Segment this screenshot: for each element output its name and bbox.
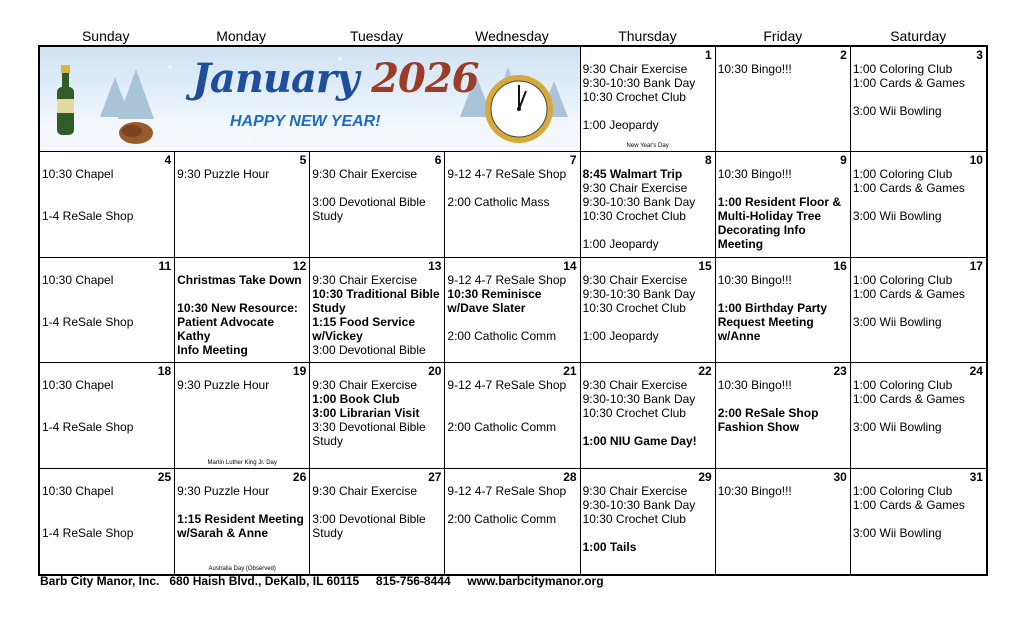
day-cell (310, 469, 445, 574)
event: Christmas Take Down (177, 272, 302, 287)
event (853, 406, 984, 420)
event: 3:00 Wii Bowling (852, 104, 942, 118)
event: 10:30 Bingo!!! (717, 167, 792, 182)
day-cell (851, 152, 986, 257)
event: 2:00 Catholic Comm (447, 420, 557, 435)
day-number: 12 (292, 258, 307, 273)
event (583, 223, 713, 237)
weekday-sunday: Sunday (81, 28, 130, 44)
day-number: 26 (292, 469, 307, 484)
month-name: January (192, 55, 359, 102)
day-cell (851, 363, 986, 468)
event: 2:00 Catholic Comm (447, 328, 557, 343)
event: 1-4 ReSale Shop (42, 209, 134, 224)
day-number: 6 (434, 153, 442, 168)
event: 1:00 Jeopardy (582, 237, 659, 252)
day-number: 20 (428, 364, 442, 379)
event: 9:30 Puzzle Hour (177, 167, 270, 182)
day-cell (581, 152, 716, 257)
event (42, 287, 172, 301)
day-number: 14 (563, 258, 577, 273)
holiday-label: New Year's Day (626, 143, 669, 150)
event: 1:15 Resident Meeting w/Sarah & Anne (177, 511, 308, 540)
day-number: 18 (157, 364, 172, 379)
event: 1:00 Birthday Party Request Meeting w/Anne (717, 300, 831, 343)
event: 9:30 Chair Exercise (312, 483, 417, 498)
day-cell (716, 152, 851, 257)
event (42, 195, 172, 209)
weekday-saturday: Saturday (890, 28, 947, 44)
weekday-header (38, 28, 986, 46)
event: 1:00 Coloring Club (852, 62, 953, 76)
event: 9:30 Chair Exercise (582, 272, 688, 287)
day-cell (445, 469, 580, 574)
weekday-wednesday: Wednesday (475, 28, 549, 44)
event: 10:30 Chapel (42, 167, 114, 182)
event (853, 301, 984, 315)
event (583, 420, 713, 434)
event: 1:00 Cards & Games (852, 181, 965, 196)
event (312, 498, 442, 512)
day-number: 1 (705, 48, 712, 62)
day-number: 15 (698, 258, 712, 273)
day-cell (310, 258, 445, 363)
event (853, 512, 984, 526)
day-number: 4 (164, 153, 172, 168)
calendar-grid (38, 45, 988, 576)
event: 1-4 ReSale Shop (42, 314, 134, 329)
day-number: 9 (840, 153, 847, 168)
event: 3:00 Devotional Bible Study (312, 511, 430, 540)
event: 1:00 Cards & Games (852, 497, 965, 512)
event: 1:00 Coloring Club (852, 378, 953, 393)
event (312, 181, 442, 195)
day-cell (445, 152, 580, 257)
event: 9:30-10:30 Bank Day (582, 195, 696, 210)
event: 3:00 Librarian Visit (312, 406, 420, 421)
event: 1:00 Cards & Games (852, 392, 965, 407)
event (177, 287, 307, 301)
event: 3:00 Devotional Bible (312, 342, 426, 357)
day-number: 11 (158, 258, 172, 273)
event (583, 315, 713, 329)
event (447, 181, 577, 195)
event: 1-4 ReSale Shop (42, 420, 134, 435)
event: 3:00 Devotional Bible Study (312, 195, 430, 224)
event (718, 181, 848, 195)
day-cell (851, 469, 986, 574)
day-cell (716, 363, 851, 468)
event: 9:30 Chair Exercise (582, 378, 688, 393)
event (853, 90, 984, 104)
event (447, 392, 577, 406)
day-number: 22 (698, 364, 712, 379)
event (447, 406, 577, 420)
event: 10:30 Crochet Club (582, 511, 686, 526)
event: 2:00 Catholic Comm (447, 511, 557, 526)
event: 9:30 Chair Exercise (582, 483, 688, 498)
event: 9:30 Chair Exercise (582, 181, 688, 196)
day-cell (445, 258, 580, 363)
day-cell (40, 363, 175, 468)
day-cell (310, 363, 445, 468)
event: 1:15 Food Service w/Vickey (312, 314, 419, 343)
event: 3:00 Wii Bowling (852, 314, 942, 329)
event: 2:00 Catholic Mass (447, 195, 550, 210)
event: 1:00 Book Club (312, 392, 400, 407)
event: 10:30 Crochet Club (582, 406, 686, 421)
event (718, 392, 848, 406)
event: 10:30 New Resource: Patient Advocate Kathy (177, 300, 302, 343)
event: 10:30 Reminisce w/Dave Slater (447, 286, 545, 315)
event: 1:00 Coloring Club (852, 483, 953, 498)
day-cell (40, 469, 175, 574)
day-cell (40, 152, 175, 257)
event: 9-12 4-7 ReSale Shop (447, 167, 567, 182)
day-number: 29 (698, 469, 712, 484)
event (42, 406, 172, 420)
day-number: 8 (705, 153, 712, 168)
event: 3:30 Devotional Bible Study (312, 420, 430, 449)
month-year: 2026 (371, 55, 479, 102)
clock-icon (485, 75, 553, 143)
event: 9:30-10:30 Bank Day (582, 286, 696, 301)
event: 9:30-10:30 Bank Day (582, 76, 696, 90)
day-number: 5 (299, 153, 307, 168)
event (718, 287, 848, 301)
event: 9-12 4-7 ReSale Shop (447, 483, 567, 498)
event: 10:30 Crochet Club (582, 300, 686, 315)
day-cell (851, 258, 986, 363)
event: 10:30 Chapel (42, 483, 114, 498)
month-title (192, 55, 479, 102)
banner-subtitle: HAPPY NEW YEAR! (230, 113, 381, 130)
event: 10:30 Bingo!!! (717, 62, 792, 76)
event: 9-12 4-7 ReSale Shop (447, 272, 567, 287)
champagne-bottle-icon (57, 65, 74, 135)
event (42, 498, 172, 512)
event: 1:00 Resident Floor & Multi-Holiday Tree Decorating Info Meeting (717, 195, 845, 252)
day-number: 30 (833, 469, 847, 484)
event: 1:00 NIU Game Day! (582, 434, 697, 449)
event: 1:00 Coloring Club (852, 167, 953, 182)
day-cell (175, 469, 310, 574)
event: 10:30 Traditional Bible Study (312, 286, 443, 315)
event: 8:45 Walmart Trip (582, 167, 683, 182)
event (42, 392, 172, 406)
event: 10:30 Bingo!!! (717, 378, 792, 393)
event: 3:00 Wii Bowling (852, 420, 942, 435)
event: 9:30 Chair Exercise (312, 167, 417, 182)
weekday-thursday: Thursday (618, 28, 677, 44)
day-cell (445, 363, 580, 468)
event: 9:30 Chair Exercise (312, 378, 417, 393)
event (42, 181, 172, 195)
event: 9:30 Puzzle Hour (177, 378, 270, 393)
day-number: 7 (569, 153, 577, 168)
event: 1:00 Coloring Club (852, 272, 953, 287)
event (447, 315, 577, 329)
event: 10:30 Bingo!!! (717, 272, 792, 287)
event: 9:30-10:30 Bank Day (582, 497, 696, 512)
pinecone-icon (119, 122, 153, 144)
day-cell (40, 258, 175, 363)
event: 1:00 Cards & Games (852, 76, 965, 90)
day-cell (310, 152, 445, 257)
day-number: 13 (428, 258, 442, 273)
event: 3:00 Wii Bowling (852, 209, 942, 224)
holiday-label: Martin Luther King Jr. Day (207, 459, 277, 466)
day-number: 3 (976, 48, 983, 62)
day-cell (716, 258, 851, 363)
footer-contact: Barb City Manor, Inc. 680 Haish Blvd., DeKalb, IL 60115 815-756-8444 www.barbcitymanor.org (40, 574, 604, 588)
day-cell (175, 363, 310, 468)
weekday-tuesday: Tuesday (349, 28, 404, 44)
event: 10:30 Crochet Club (582, 90, 686, 104)
day-number: 17 (969, 258, 983, 273)
day-cell (851, 47, 986, 152)
day-cell (581, 363, 716, 468)
event (42, 301, 172, 315)
event (583, 526, 713, 540)
event (583, 104, 713, 118)
event (177, 498, 307, 512)
event: 9-12 4-7 ReSale Shop (447, 378, 567, 393)
weekday-monday: Monday (216, 28, 267, 44)
event: 1:00 Jeopardy (582, 328, 659, 343)
event: 2:00 ReSale Shop Fashion Show (717, 406, 822, 435)
event (447, 498, 577, 512)
day-cell (716, 469, 851, 574)
event: 10:30 Bingo!!! (717, 483, 792, 498)
day-cell (716, 47, 851, 152)
event: 9:30-10:30 Bank Day (582, 392, 696, 407)
event: 1:00 Jeopardy (582, 118, 659, 132)
day-number: 23 (833, 364, 847, 379)
day-cell (581, 258, 716, 363)
day-number: 21 (563, 364, 577, 379)
event: 10:30 Chapel (42, 378, 114, 393)
event: 1:00 Cards & Games (852, 286, 965, 301)
event: 10:30 Chapel (42, 272, 114, 287)
weekday-friday: Friday (763, 28, 803, 44)
event: Info Meeting (177, 342, 248, 357)
day-cell (581, 469, 716, 574)
event (853, 195, 984, 209)
event: 9:30 Chair Exercise (312, 272, 417, 287)
day-number: 31 (969, 469, 983, 484)
event (42, 512, 172, 526)
day-number: 28 (563, 469, 577, 484)
day-number: 19 (292, 364, 307, 379)
day-number: 25 (157, 469, 172, 484)
day-number: 27 (428, 469, 442, 484)
day-number: 24 (969, 364, 983, 379)
day-cell (175, 152, 310, 257)
holiday-label: Australia Day (Observed) (208, 566, 276, 572)
event: 1-4 ReSale Shop (42, 525, 134, 540)
day-cell (175, 258, 310, 363)
event: 1:00 Tails (582, 539, 637, 554)
day-number: 2 (840, 48, 847, 62)
event: 10:30 Crochet Club (582, 209, 686, 224)
day-cell (581, 47, 716, 152)
event: 3:00 Wii Bowling (852, 525, 942, 540)
month-banner (40, 47, 581, 152)
event: 9:30 Puzzle Hour (177, 483, 270, 498)
day-number: 16 (833, 258, 847, 273)
day-number: 10 (969, 153, 983, 168)
event: 9:30 Chair Exercise (582, 62, 688, 76)
